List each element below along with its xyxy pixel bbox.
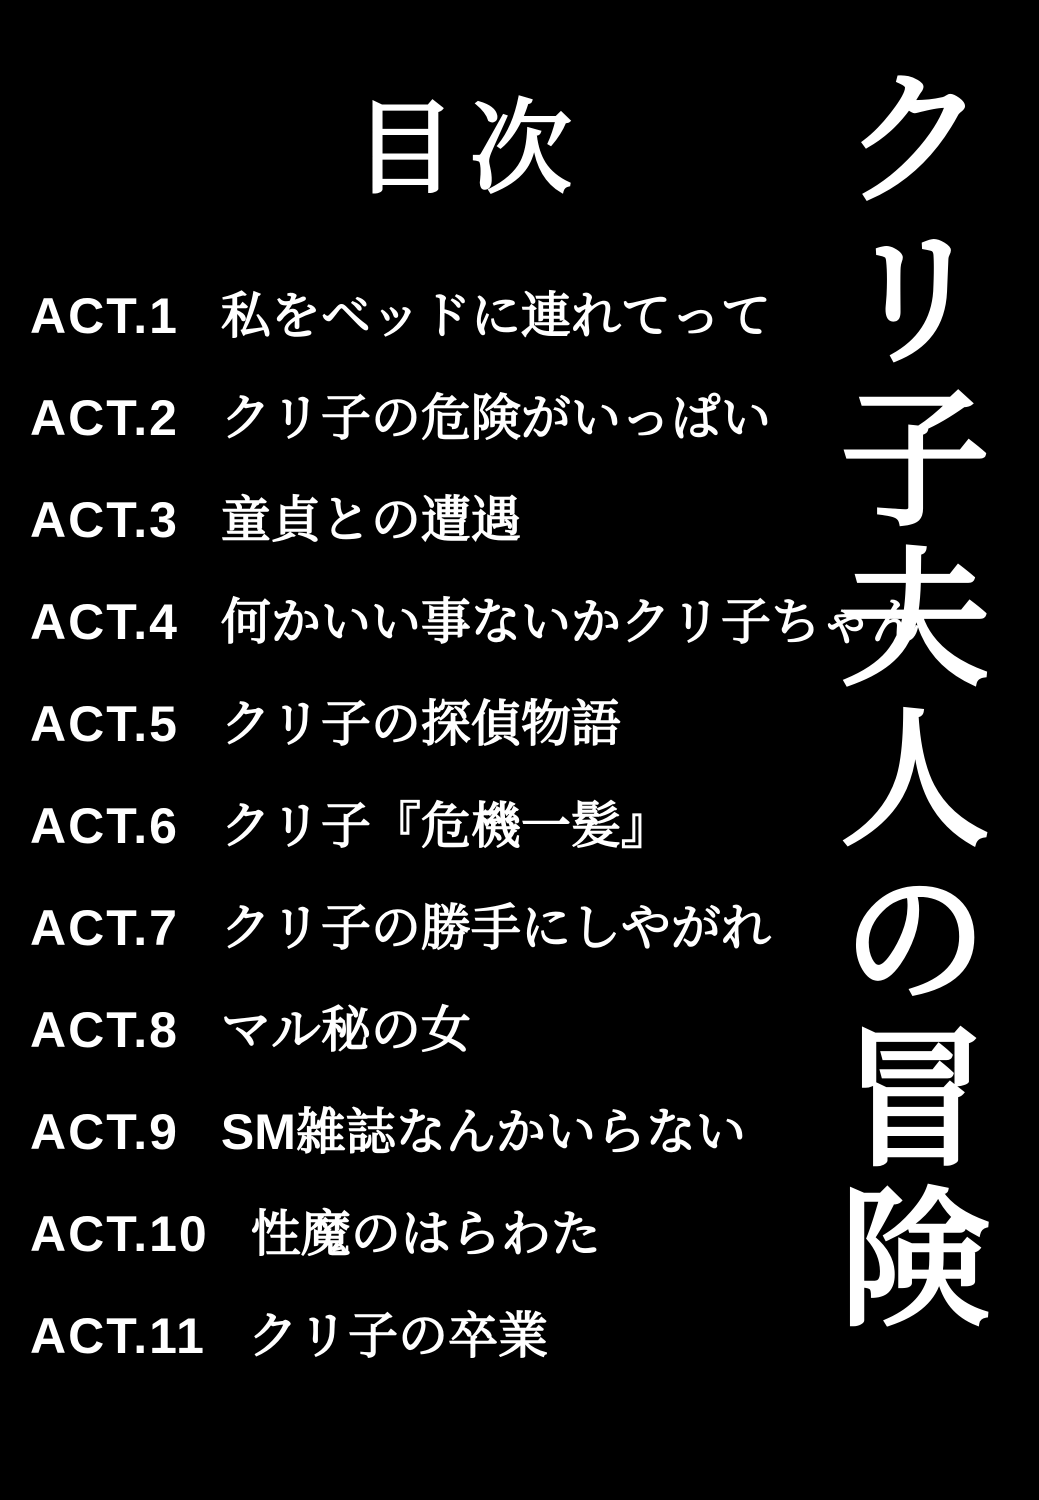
toc-row [30,1310,921,1362]
act-title: 私をベッドに連れてって [220,288,771,344]
act-title: クリ子の勝手にしやがれ [220,900,771,956]
act-title: マル秘の女 [220,1002,471,1058]
toc-row [30,596,921,648]
toc-row [30,698,921,750]
act-title: クリ子の卒業 [247,1308,548,1364]
act-number: ACT.7 [30,900,179,956]
act-title: SM雑誌なんかいらない [220,1104,746,1160]
act-title: クリ子の探偵物語 [220,696,621,752]
act-number: ACT.5 [30,696,179,752]
toc-row [30,800,921,852]
act-number: ACT.3 [30,492,179,548]
act-number: ACT.10 [30,1206,209,1262]
toc-row [30,1208,921,1260]
toc-row [30,392,921,444]
toc-row [30,290,921,342]
act-number: ACT.8 [30,1002,179,1058]
page-title: 目次 [354,92,586,206]
toc-row [30,902,921,954]
toc-row [30,494,921,546]
act-number: ACT.6 [30,798,179,854]
act-title: クリ子『危機一髪』 [220,798,671,854]
toc-row [30,1106,921,1158]
act-title: 性魔のはらわた [250,1206,601,1262]
act-title: 童貞との遭遇 [220,492,521,548]
series-title-vertical: クリ子夫人の冒険 [814,60,990,1340]
act-title: クリ子の危険がいっぱい [220,390,771,446]
act-number: ACT.4 [30,594,179,650]
act-number: ACT.1 [30,288,179,344]
toc-row [30,1004,921,1056]
table-of-contents [30,290,921,1362]
act-number: ACT.9 [30,1104,179,1160]
act-title: 何かいい事ないかクリ子ちゃん [220,594,921,650]
act-number: ACT.11 [30,1308,206,1364]
act-number: ACT.2 [30,390,179,446]
